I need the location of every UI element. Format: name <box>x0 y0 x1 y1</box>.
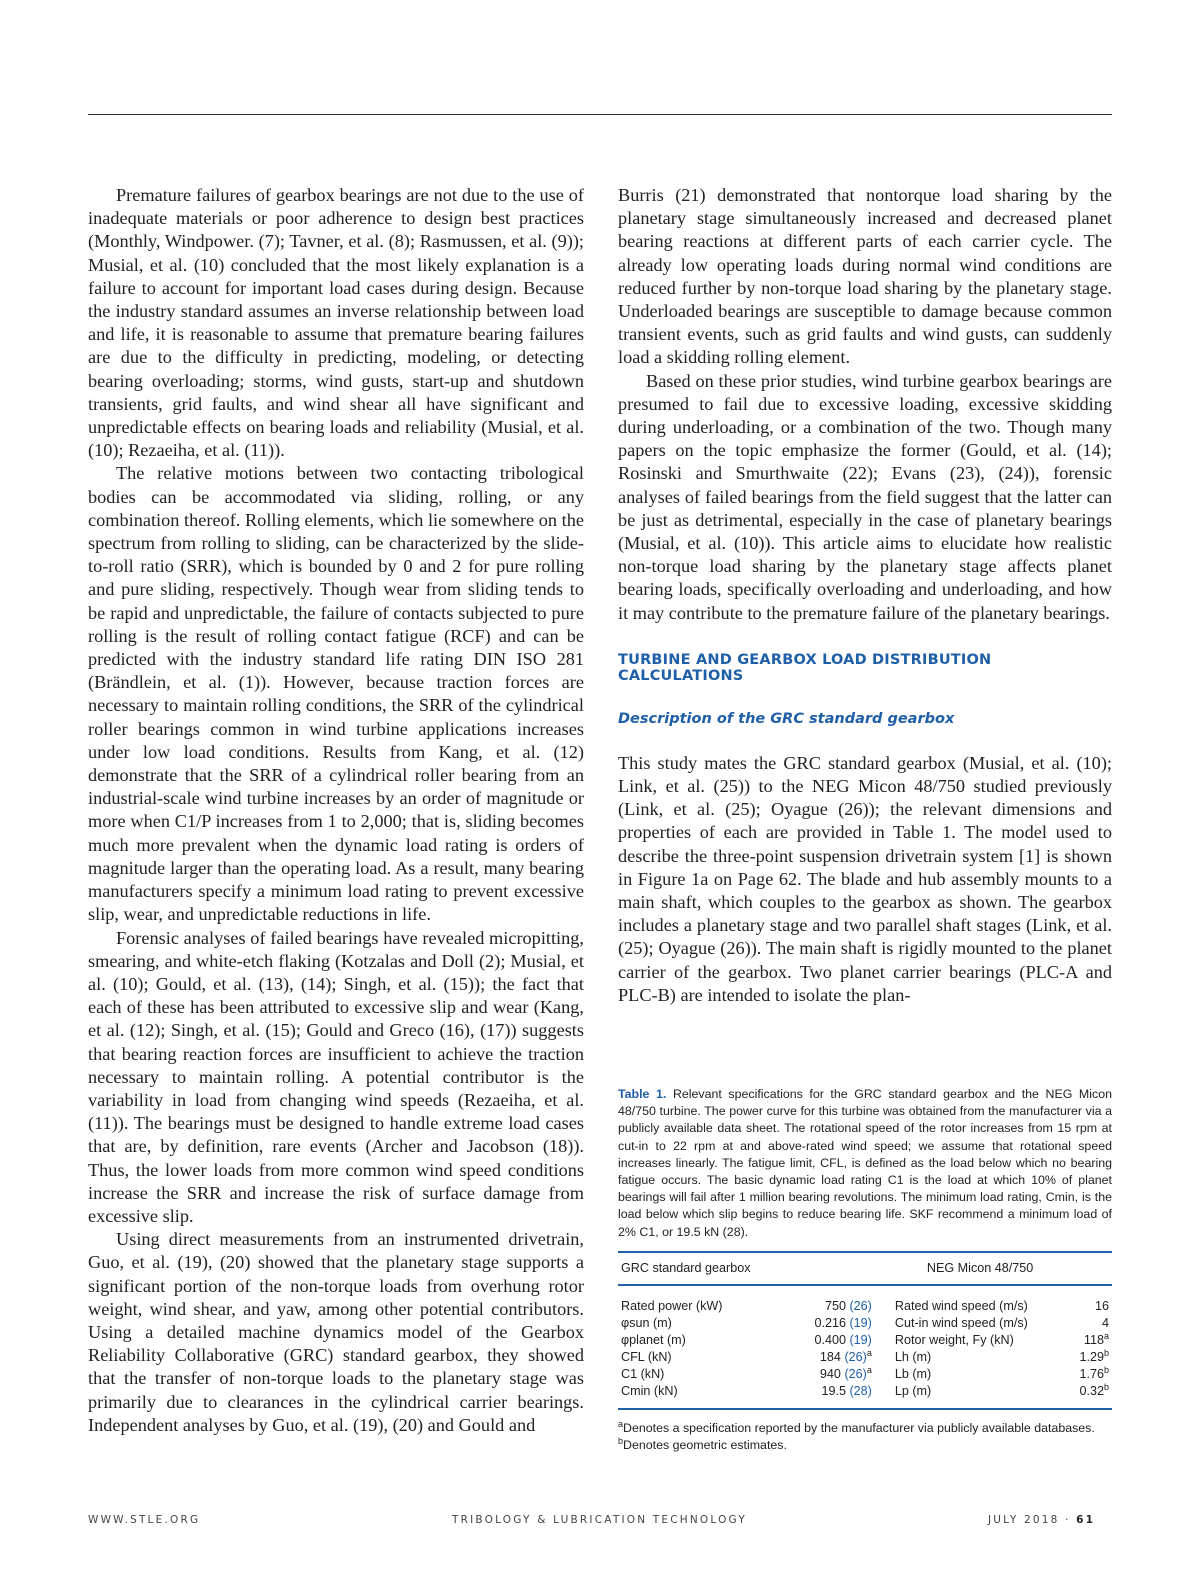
footer-date-page: JULY 2018 · 61 <box>988 1514 1096 1526</box>
table-row <box>618 1383 1112 1409</box>
table-header-right: NEG Micon 48/750 <box>875 1252 1112 1285</box>
cell-left-value: 0.400 (19) <box>814 1332 872 1347</box>
left-column <box>88 184 584 1437</box>
table-row <box>618 1315 1112 1332</box>
table-row <box>618 1285 1112 1315</box>
cell-left-label: CFL (kN) <box>621 1349 672 1364</box>
footer-journal: TRIBOLOGY & LUBRICATION TECHNOLOGY <box>452 1514 747 1526</box>
cell-right-label: Lb (m) <box>894 1366 932 1381</box>
body-paragraph: Using direct measurements from an instrumented drivetrain, Guo, et al. (19), (20) showed that the planetary stage supports a significant portion of the non-torque loads from overhung rotor weight, wind shear, and yaw, among other potential contributors. Using a detailed machine dynamics model of the Gearbox Reliability Collaborative (GRC) standard gearbox, they showed that the transfer of non-torque loads to the planetary stage was primarily due to clearances in the cylindrical carrier bearings. Independent analyses by Guo, et al. (19), (20) and Gould and <box>88 1229 584 1435</box>
cell-right-value: 1.76$^b$ <box>1079 1364 1109 1381</box>
cell-left-label: Rated power (kW) <box>621 1298 723 1313</box>
spacer <box>618 727 1112 752</box>
body-paragraph: Premature failures of gearbox bearings are not due to the use of inadequate materials or poor adherence to design best practices (Monthly, Windpower. (7); Tavner, et al. (8); Rasmussen, et al. (9)); Musial, et al. (10) concluded that the most likely explanation is a failure to account for important load cases during design. Because the industry standard assumes an inverse relationship between load and life, it is reasonable to assume that premature bearing failures are due to the difficulty in predicting, modeling, or detecting bearing overloading; storms, wind gusts, start-up and shutdown transients, grid faults, and wind shear all have significant and unpredictable effects on bearing loads and reliability (Musial, et al. (10); Rezaeiha, et al. (11)). <box>88 185 584 461</box>
cell-left-label: Cmin (kN) <box>618 1383 766 1409</box>
body-paragraph: The relative motions between two contacting tribological bodies can be accommodated via sliding, rolling, or any combination thereof. Rolling elements, which lie somewhere on the spectrum from rolling to sliding, can be characterized by the slide-to-roll ratio (SRR), which is bounded by 0 and 2 for pure rolling and pure sliding, respectively. Though wear from sliding tends to be rapid and unpredictable, the failure of contacts subjected to pure rolling is the result of rolling contact fatigue (RCF) and can be predicted with the industry standard life rating DIN ISO 281 (Brändlein, et al. (1)). However, because traction forces are necessary to maintain rolling conditions, the SRR of the cylindrical roller bearings common in wind turbine applications increases under low load conditions. Results from Kang, et al. (12) demonstrate that the SRR of a cylindrical roller bearing from an industrial-scale wind turbine increases by an order of magnitude or more when C1/P increases from 1 to 2,000; that is, sliding becomes much more prevalent when the dynamic load rating is orders of magnitude larger than the operating load. As a result, many bearing manufacturers specify a minimum load rating to prevent excessive slip, wear, and unpredictable reductions in life. <box>88 463 584 925</box>
page-number: 61 <box>1076 1514 1096 1526</box>
cell-right-value: 1.29$^b$ <box>1079 1347 1109 1364</box>
cell-left-label: φsun (m) <box>621 1315 672 1330</box>
table-row <box>618 1366 1112 1383</box>
body-paragraph: This study mates the GRC standard gearbox (Musial, et al. (10); Link, et al. (25)) to the NEG Micon 48/750 studied previously (Link, et al. (25); Oyague (26)); the relevant dimensions and properties of each are provided in Table 1. The model used to describe the three-point suspension drivetrain system [1] is shown in Figure 1a on Page 62. The blade and hub assembly mounts to a main shaft, which couples to the gearbox as shown. The gearbox includes a planetary stage and two parallel shaft stages (Link, et al. (25); Oyague (26)). The main shaft is rigidly mounted to the planet carrier of the gearbox. Two planet carrier bearings (PLC-A and PLC-B) are intended to isolate the plan- <box>618 752 1112 1005</box>
footer-website: WWW.STLE.ORG <box>88 1514 201 1526</box>
cell-right-value: 16 <box>1094 1298 1109 1313</box>
right-column <box>618 184 1112 1007</box>
body-paragraph: Based on these prior studies, wind turbine gearbox bearings are presumed to fail due to excessive loading, excessive skidding during underloading, or a combination of the two. Though many papers on the topic emphasize the former (Gould, et al. (14); Rosinski and Smurthwaite (22); Evans (23), (24)), forensic analyses of failed bearings from the field suggest that the latter can be just as detrimental, especially in the case of planetary bearings (Musial, et al. (10)). This article aims to elucidate how realistic non-torque load sharing by the planetary stage affects planet bearing loads, specifically overloading and underloading, and how it may contribute to the premature failure of the planetary bearings. <box>618 370 1112 623</box>
section-heading: TURBINE AND GEARBOX LOAD DISTRIBUTION CALCULATIONS <box>618 651 992 684</box>
cell-left-label: C1 (kN) <box>621 1366 665 1381</box>
cell-right-label: Rotor weight, Fy (kN) <box>894 1332 1014 1347</box>
cell-left-label: φplanet (m) <box>621 1332 686 1347</box>
table-row <box>618 1332 1112 1349</box>
spec-table <box>618 1251 1112 1410</box>
cell-left-value: 19.5 (28) <box>766 1383 875 1409</box>
table-row <box>618 1349 1112 1366</box>
table-note-a: $^a$Denotes a specification reported by the manufacturer via publicly available databases. <box>618 1418 1095 1435</box>
table-1 <box>618 1086 1112 1454</box>
cell-right-label: Lp (m) <box>875 1383 1053 1409</box>
table-notes <box>618 1420 1112 1454</box>
table-caption-text: Relevant specifications for the GRC standard gearbox and the NEG Micon 48/750 turbine. The power curve for this turbine was obtained from the manufacturer via a publicly available data sheet. The rotational speed of the rotor increases from 15 rpm at cut-in to 22 rpm at and above-rated wind speed; we assume that rotational speed increases linearly. The fatigue limit, CFL, is defined as the load below which no bearing fatigue occurs. The basic dynamic load rating C1 is the load at which 10% of planet bearings will fail after 1 million bearing revolutions. The minimum load rating, Cmin, is the load below which slip begins to reduce bearing life. SKF recommend a minimum load of 2% C1, or 19.5 kN (28). <box>618 1087 1112 1239</box>
table-caption <box>618 1086 1112 1241</box>
cell-right-label: Lh (m) <box>894 1349 932 1364</box>
cell-right-label: Rated wind speed (m/s) <box>894 1298 1028 1313</box>
cell-right-value: 4 <box>1101 1315 1109 1330</box>
subsection-heading: Description of the GRC standard gearbox <box>618 710 955 727</box>
cell-left-value: 184 $(26)^a$ <box>819 1347 872 1364</box>
cell-right-value: 0.32$^b$ <box>1053 1383 1112 1409</box>
table-header-row <box>618 1252 1112 1285</box>
cell-left-value: 0.216 (19) <box>814 1315 872 1330</box>
table-header-left: GRC standard gearbox <box>618 1252 875 1285</box>
cell-left-value: 750 (26) <box>824 1298 872 1313</box>
table-caption-label: Table 1. <box>618 1087 667 1101</box>
table-note-b: $^b$Denotes geometric estimates. <box>618 1435 787 1452</box>
cell-right-value: 118$^a$ <box>1083 1330 1109 1347</box>
body-paragraph: Forensic analyses of failed bearings have revealed micropitting, smearing, and white-etch flaking (Kotzalas and Doll (2); Musial, et al. (10); Gould, et al. (13), (14); Singh, et al. (15)); the fact that each of these has been attributed to excessive slip and wear (Kang, et al. (12); Singh, et al. (15); Gould and Greco (16), (17)) suggests that bearing reaction forces are insufficient to achieve the traction necessary to maintain rolling. A potential contributor is the variability in load from changing wind speeds (Rezaeiha, et al. (11)). The bearings must be designed to handle extreme load cases that are, by definition, rare events (Archer and Jacobson (18)). Thus, the lower loads from more common wind speed conditions increase the SRR and increase the risk of surface damage from excessive slip. <box>88 927 584 1226</box>
cell-left-value: 940 $(26)^a$ <box>819 1364 872 1381</box>
body-paragraph: Burris (21) demonstrated that nontorque load sharing by the planetary stage simultaneously increased and decreased planet bearing reactions at different parts of each carrier cycle. The already low operating loads during normal wind conditions are reduced further by non-torque load sharing by the planetary stage. Underloaded bearings are susceptible to damage because common transient events, such as grid faults and wind gusts, can suddenly load a skidding rolling element. <box>618 185 1112 368</box>
header-rule <box>88 114 1112 115</box>
cell-right-label: Cut-in wind speed (m/s) <box>894 1315 1028 1330</box>
